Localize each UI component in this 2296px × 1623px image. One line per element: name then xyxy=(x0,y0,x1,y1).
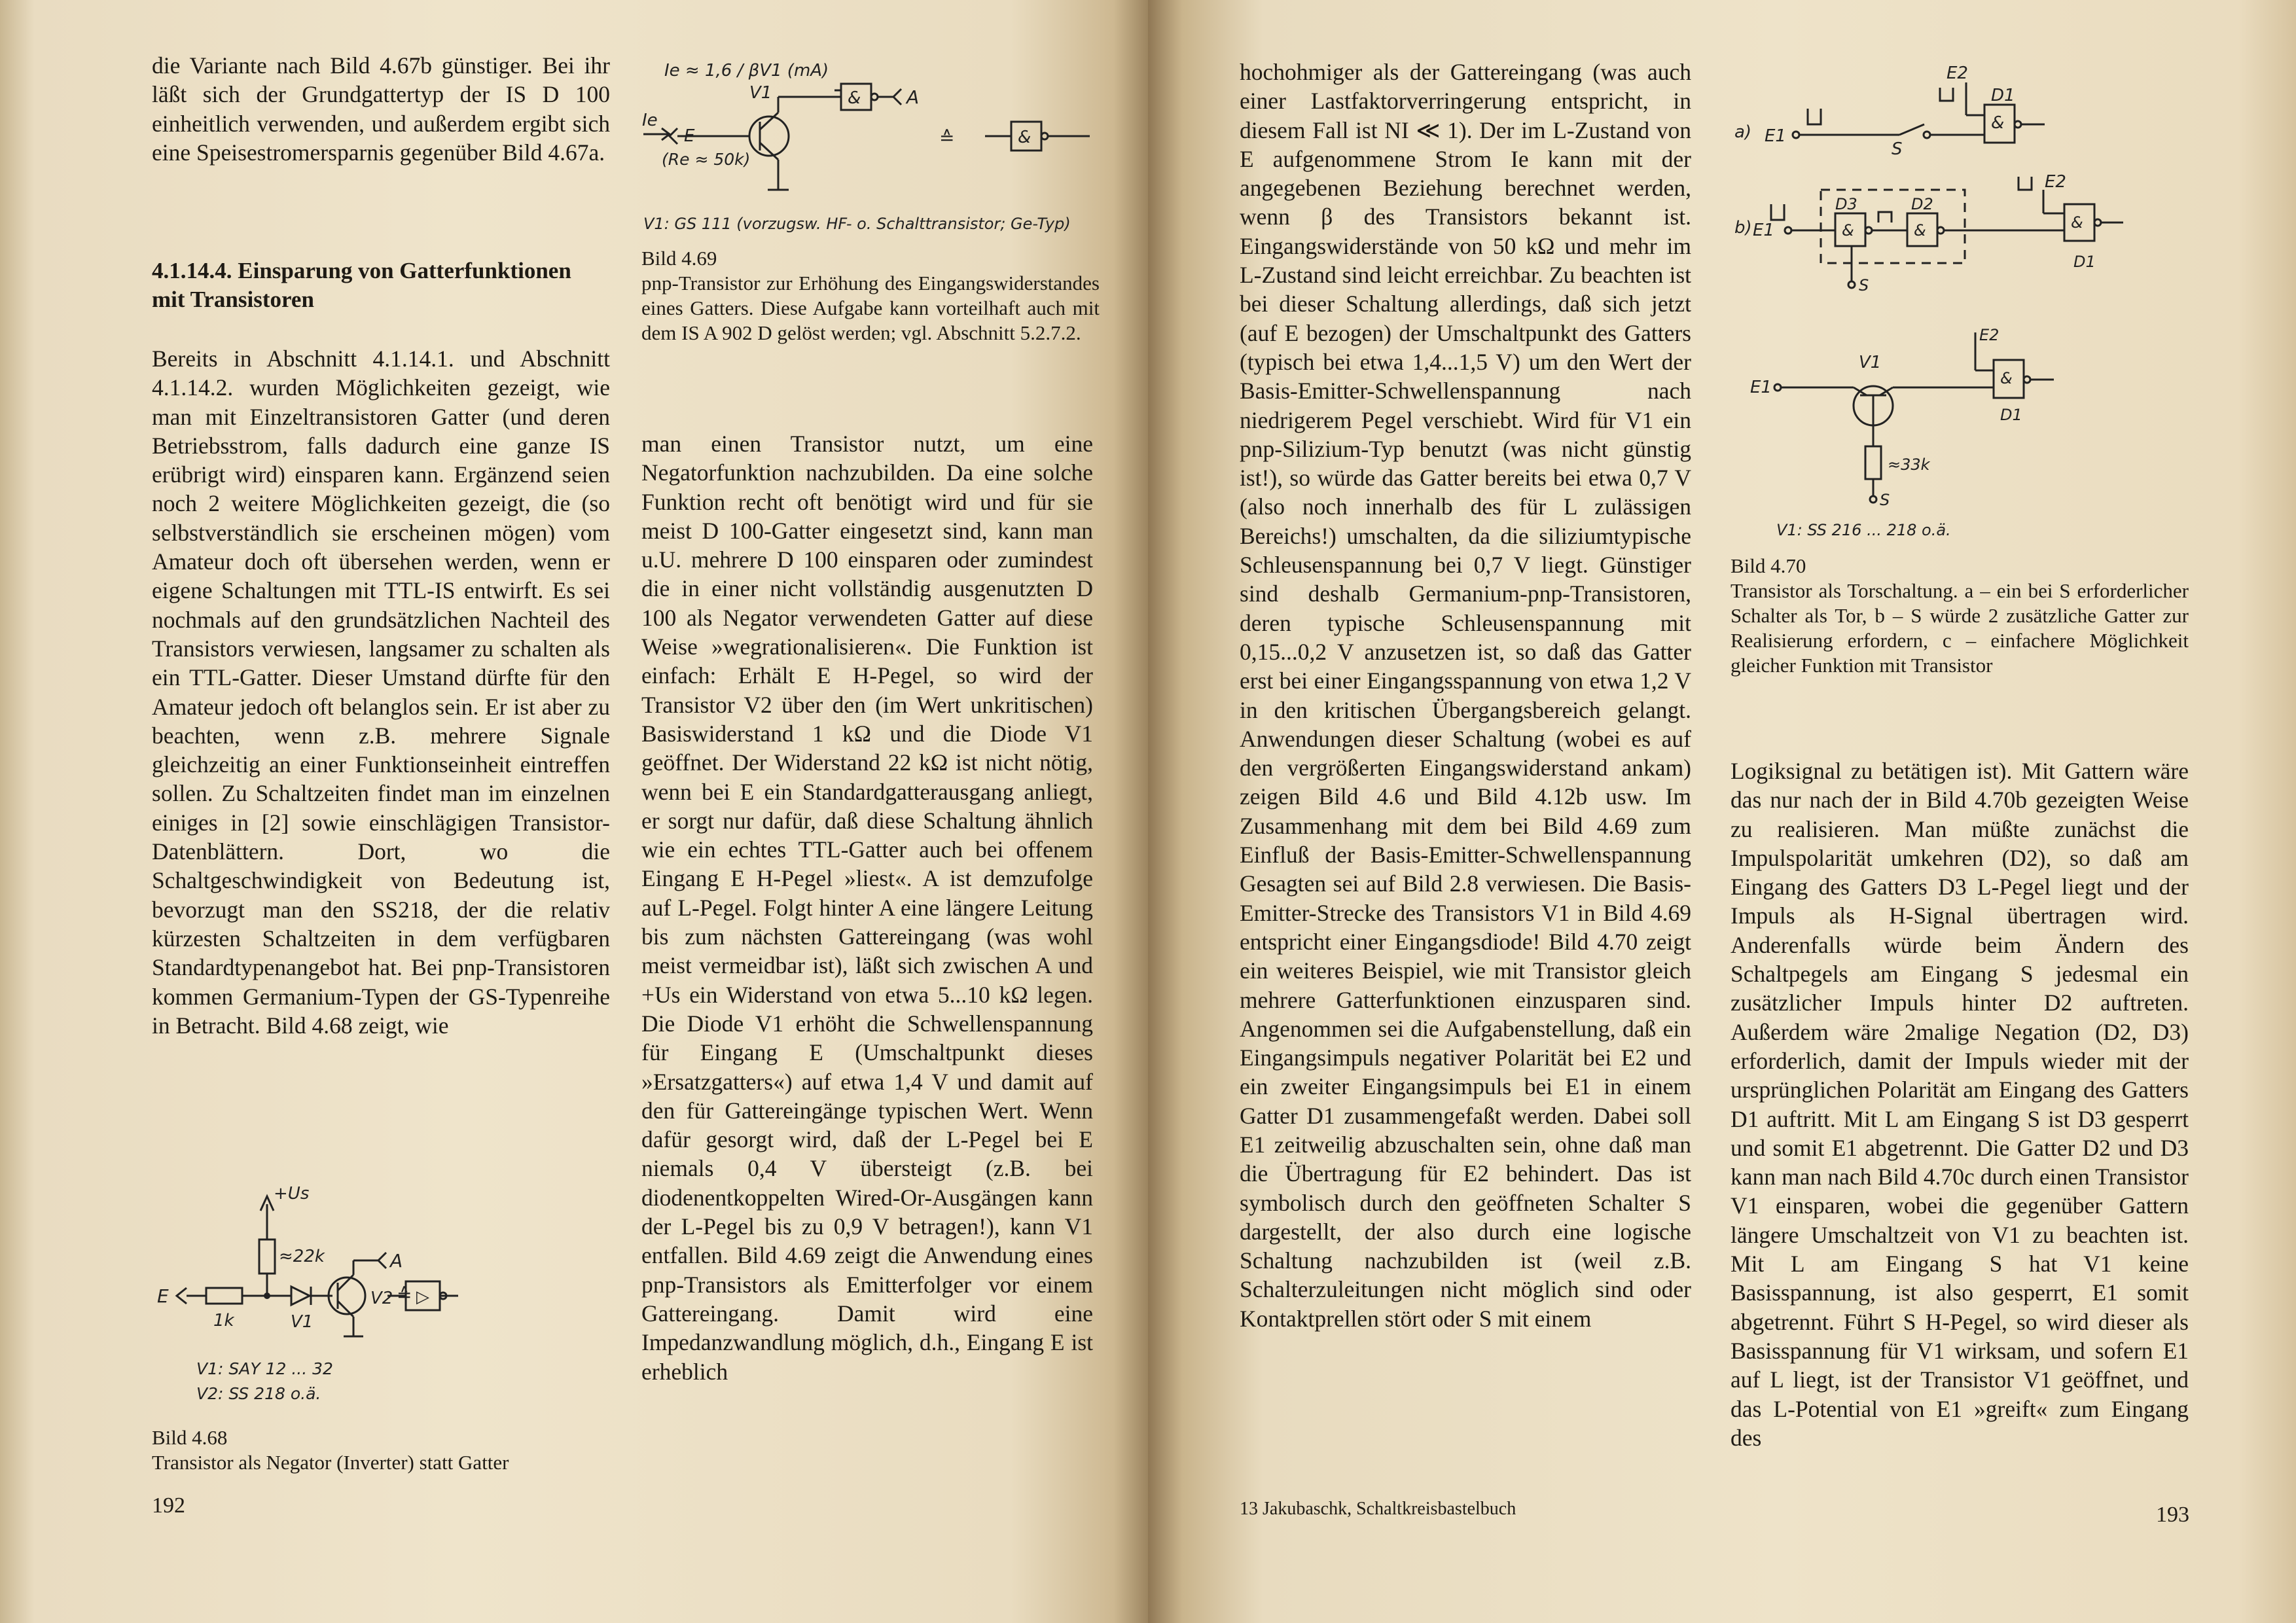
page-number-left: 192 xyxy=(152,1493,185,1518)
fig470c-label-d1: D1 xyxy=(2000,406,2022,424)
fig470c-label-v1: V1 xyxy=(1859,353,1882,372)
left-col2-body-text: man einen Transistor nutzt, um eine Negatorfunktion nachzubilden. Da eine solche Funktion recht oft benötigt wird und für sie meist D 100-Gatter eingesetzt sind, kann man u.U. mehrere D 100 einsparen oder zumindest die in einer nicht vollständig ausgenutzten D 100 als Negator verwendeten Gatter auf diese Weise »wegrationalisieren«. Die Funktion ist einfach: Erhält E H-Pegel, so wird der Transistor V2 über den (im Wert unkritischen) Basiswiderstand 1 kΩ und die Diode V1 geöffnet. Der Widerstand 22 kΩ ist nicht nötig, wenn bei E ein Standardgatterausgang anliegt, er sorgt nur dafür, daß diese Schaltung ähnlich wie ein echtes TTL-Gatter auch bei offenem Eingang E H-Pegel »liest«. A ist demzufolge auf L-Pegel. Folgt hinter A eine längere Leitung bis zum nächsten Gattereingang (was wohl meist vermeidbar ist), läßt sich zwischen A und +Us ein Widerstand von etwa 5...10 kΩ legen. Die Diode V1 erhöht die Schwellenspannung für Eingang E (Umschaltpunkt dieses »Ersatzgatters«) auf etwa 1,4 V und damit auf den für Gattereingänge typischen Wert. Wenn dafür gesorgt wird, daß der L-Pegel bei E niemals 0,4 V übersteigt (z.B. bei diodenentkoppelten Wired-Or-Ausgängen kann der L-Pegel bis zu 0,9 V betragen!), kann V1 entfallen. Bild 4.69 zeigt die Anwendung eines pnp-Transistors als Emitterfolger vor einem Gattereingang. Damit wird eine Impedanzwandlung möglich, d.h., Eingang E ist erheblich xyxy=(641,431,1093,1385)
figure-4-69-caption xyxy=(641,246,1100,346)
fig470b-label-e1: E1 xyxy=(1753,221,1774,240)
fig469-gate-bubble xyxy=(871,94,878,100)
fig470b-label-d2: D2 xyxy=(1911,195,1933,213)
fig470b-e2-pulse xyxy=(2018,177,2032,190)
fig470b-d1-bubble xyxy=(2094,219,2101,226)
fig470a-label-s: S xyxy=(1892,139,1903,159)
fig470a-pulse xyxy=(1808,109,1821,124)
fig470b-label-d1: D1 xyxy=(2073,253,2096,271)
fig470-label-a: a) xyxy=(1734,122,1752,142)
fig470c-label-e1: E1 xyxy=(1750,378,1772,397)
fig468-input-terminal xyxy=(177,1288,187,1304)
fig468-label-1k: 1k xyxy=(213,1311,234,1330)
fig469-formula: Ie ≈ 1,6 / βV1 (mA) xyxy=(664,61,829,80)
fig470c-label-s: S xyxy=(1880,491,1890,509)
fig469-label-equiv-amp: & xyxy=(1018,128,1031,147)
page-number-right: 193 xyxy=(2156,1503,2189,1527)
fig469-note: V1: GS 111 (vorzugsw. HF- o. Schalttransistor; Ge-Typ) xyxy=(643,215,1071,233)
figure-4-68-schematic xyxy=(151,1178,609,1420)
fig468-output-terminal xyxy=(378,1253,386,1268)
fig470b-d2-bubble xyxy=(1937,227,1944,234)
fig469-label-equiv: ≙ xyxy=(939,127,955,149)
fig470c-s-terminal xyxy=(1870,496,1876,503)
fig469-input-terminal xyxy=(670,128,677,144)
right-col2-body xyxy=(1731,757,2189,1452)
fig470a-label-amp: & xyxy=(1991,113,2005,133)
fig468-transistor-v2 xyxy=(329,1277,365,1314)
fig470c-label-33k: ≈33k xyxy=(1888,455,1930,474)
fig469-equiv-bubble xyxy=(1041,133,1048,139)
fig470c-d1-bubble xyxy=(2024,376,2030,383)
fig470b-d1-amp: & xyxy=(2071,213,2083,232)
fig470c-note: V1: SS 216 ... 218 o.ä. xyxy=(1776,521,1951,539)
fig470a-e1-terminal xyxy=(1793,132,1799,138)
fig470b-d2-amp: & xyxy=(1914,221,1926,240)
fig468-label-v2: V2 xyxy=(370,1289,393,1308)
fig468-diode xyxy=(291,1287,310,1305)
fig468-note-2: V2: SS 218 o.ä. xyxy=(196,1384,321,1403)
left-col1-top-text: die Variante nach Bild 4.67b günstiger. Bei ihr läßt sich der Grundgattertyp der IS D 100 einheitlich verwenden, und außerdem ergibt sich eine Speisestromersparnis gegenüber Bild 4.67a. xyxy=(152,52,610,166)
fig470a-label-e1: E1 xyxy=(1765,126,1786,146)
right-col1-body-text: hochohmiger als der Gattereingang (was auch einer Lastfaktorverringerung entspricht, in diesem Fall ist NI ≪ 1). Der im L-Zustand von E aufgenommene Strom Ie kann mit der angegebenen Beziehung berechnet werden, wenn β des Transistors bekannt ist. Eingangswiderstände von 50 kΩ und mehr im L-Zustand sind leicht erreichbar. Zu beachten ist bei dieser Schaltung allerdings, daß sich jetzt (auf E bezogen) der Umschaltpunkt des Gatters (typisch bei etwa 1,4...1,5 V) um den Wert der Basis-Emitter-Schwellenspannung nach niedrigerem Pegel verschiebt. Wird für V1 ein pnp-Silizium-Typ benutzt (was nicht günstig ist!), so würde das Gatter bereits bei etwa 0,7 V (also noch innerhalb des für L zulässigen Bereichs!) umschalten, da die siliziumtypische Schleusenspannung bei 0,7 V liegt. Günstiger sind deshalb Germanium-pnp-Transistoren, deren typische Schleusenspannung mit 0,15...0,2 V anzusetzen ist, so daß das Gatter erst bei einer Eingangsspannung von etwa 1,2 V in den kritischen Übergangsbereich gelangt. Anwendungen dieser Schaltung (wobei es auf den vergrößerten Eingangswiderstand ankam) zeigen Bild 4.6 und Bild 4.12b usw. Im Zusammenhang mit dem bei Bild 4.69 zum Einfluß der Basis-Emitter-Schwellenspannung Gesagten sei auf Bild 2.8 verwiesen. Die Basis-Emitter-Strecke des Transistors V1 in Bild 4.69 entspricht einer Eingangsdiode! Bild 4.70 zeigt ein weiteres Beispiel, wie mit Transistor gleich mehrere Gatterfunktionen einzusparen sind. Angenommen sei die Aufgabenstellung, daß ein Eingangsimpuls negativer Polarität bei E2 und ein zweiter Eingangsimpuls bei E1 in einem Gatter D1 zusammengefaßt werden. Dabei soll E1 zeitweilig abzuschalten sein, ohne daß man die Übertragung für E2 behindert. Das ist symbolisch durch den geöffneten Schalter S dargestellt, der also durch eine logische Schaltung nachzubilden ist (weil z.B. Schalterzuleitungen nicht möglich sind oder Kontaktprellen stört oder S mit einem xyxy=(1240,59,1691,1332)
fig470a-label-d1: D1 xyxy=(1991,86,2015,105)
section-heading: 4.1.14.4. Einsparung von Gatterfunktionen mit Transistoren xyxy=(152,258,571,312)
fig470b-label-d3: D3 xyxy=(1835,195,1857,213)
fig469-caption-text: pnp-Transistor zur Erhöhung des Eingangswiderstandes eines Gatters. Diese Aufgabe kann vorteilhaft auch mit dem IS A 902 D gelöst werden; vgl. Abschnitt 5.2.7.2. xyxy=(641,272,1100,344)
fig468-junction xyxy=(264,1293,270,1299)
right-col1-body xyxy=(1240,58,1691,1333)
fig469-collector xyxy=(760,143,778,160)
fig470a-bubble xyxy=(2015,121,2021,128)
fig468-label-buffer: ▷ xyxy=(416,1287,429,1307)
left-col2-body xyxy=(641,429,1093,1386)
fig470b-d3-amp: & xyxy=(1842,221,1854,240)
fig470b-d3-bubble xyxy=(1865,227,1872,234)
fig468-resistor-22k xyxy=(259,1240,275,1274)
fig470b-e1-terminal xyxy=(1785,227,1791,234)
fig469-label-ie: Ie xyxy=(642,111,658,130)
fig470b-label-e2: E2 xyxy=(2045,172,2066,192)
fig470b-label-s: S xyxy=(1859,276,1869,294)
fig470b-pulse xyxy=(1771,204,1784,220)
fig469-label-amp: & xyxy=(848,88,861,108)
fig469-label-e: E xyxy=(684,126,695,146)
fig468-label-us: +Us xyxy=(274,1184,310,1204)
fig469-label-v1: V1 xyxy=(749,83,772,103)
fig470-caption-text: Transistor als Torschaltung. a – ein bei S erforderlicher Schalter als Tor, b – S würde 2 zusätzliche Gatter zur Realisierung erfordern, c – einfachere Möglichkeit gleicher Funktion mit Transistor xyxy=(1731,579,2189,677)
fig469-label-a: A xyxy=(906,86,920,108)
fig470-title: Bild 4.70 xyxy=(1731,554,1806,577)
fig468-title: Bild 4.68 xyxy=(152,1426,228,1449)
fig468-label-22k: ≈22k xyxy=(279,1247,325,1266)
fig470b-s-terminal xyxy=(1848,281,1855,288)
fig470b-mid-pulse xyxy=(1878,212,1892,223)
figure-4-70-caption xyxy=(1731,554,2189,678)
fig470a-switch-contact xyxy=(1924,132,1930,138)
fig468-label-a: A xyxy=(390,1250,403,1272)
left-col1-body-text: Bereits in Abschnitt 4.1.14.1. und Abschnitt 4.1.14.2. wurden Möglichkeiten gezeigt, wie man mit Einzeltransistoren Gatter (und deren Betriebsstrom, falls dadurch eine ganze IS erübrigt wird) einsparen kann. Ergänzend seien noch 2 weitere Möglichkeiten gezeigt, die (so selbstverständlich sie erscheinen mögen) vom Amateur doch oft übersehen werden, wenn er eigene Schaltungen mit TTL-IS entwirft. Es sei nochmals auf den grundsätzlichen Nachteil des Transistors verwiesen, langsamer zu schalten als ein TTL-Gatter. Dieser Umstand dürfte für den Amateur jedoch oft belanglos sein. Er ist aber zu beachten, wenn z.B. mehrere Signale gleichzeitig an einer Funktionseinheit eintreffen sollen. Zu Schaltzeiten findet man im einzelnen einiges in [2] sowie einschlägigen Transistor-Datenblättern. Dort, wo die Schaltgeschwindigkeit von Bedeutung ist, bevorzugt man den SS218, der die relativ kürzesten Schaltzeiten in dem verfügbaren Standardtypenangebot hat. Bei pnp-Transistoren kommen Germanium-Typen der GS-Typenreihe in Betracht. Bild 4.68 zeigt, wie xyxy=(152,346,610,1039)
fig468-note-1: V1: SAY 12 ... 32 xyxy=(196,1359,333,1378)
fig470c-label-e2: E2 xyxy=(1979,326,2000,344)
fig470-label-b: b) xyxy=(1734,218,1752,238)
fig469-label-re: (Re ≈ 50k) xyxy=(662,150,751,169)
fig470c-e1-terminal xyxy=(1774,384,1781,391)
fig470a-switch xyxy=(1899,124,1924,135)
right-col2-body-text: Logiksignal zu betätigen ist). Mit Gattern wäre das nur nach der in Bild 4.70b gezeigten Weise zu realisieren. Man müßte zunächst die Impulspolarität umkehren (D2), so daß am Eingang des Gatters D3 L-Pegel liegt und der Impuls als H-Signal übertragen wird. Anderenfalls würde beim Ändern des Schaltpegels am Eingang S jedesmal ein zusätzlicher Impuls hinter D2 auftreten. Außerdem wäre 2malige Negation (D2, D3) erforderlich, damit der Impuls wieder mit der ursprünglichen Polarität am Eingang des Gatters D1 auftritt. Mit L am Eingang S ist D3 gesperrt und somit E1 abgetrennt. Die Gatter D2 und D3 kann man nach Bild 4.70c durch einen Transistor V1 einsparen, wobei die gegenüber Gattern längere Umschaltzeit von V1 zu beachten ist. Mit L am Eingang S hat V1 keine Basisspannung, ist also gesperrt, E1 somit abgetrennt. Führt S H-Pegel, so wird dieser als Basisspannung für V1 wirksam, und sofern E1 auf L liegt, ist der Transistor V1 geöffnet, und das L-Potential von E1 »greift« zum Eingang des xyxy=(1731,758,2189,1451)
fig470c-resistor-33k xyxy=(1865,446,1881,479)
fig469-output-terminal xyxy=(893,89,901,105)
fig469-title: Bild 4.69 xyxy=(641,247,717,270)
fig470c-d1-amp: & xyxy=(2000,369,2013,387)
fig469-emitter xyxy=(760,113,778,130)
figure-4-70-schematic xyxy=(1731,59,2215,543)
footer-signature: 13 Jakubaschk, Schaltkreisbastelbuch xyxy=(1240,1499,1516,1519)
fig468-caption-text: Transistor als Negator (Inverter) statt Gatter xyxy=(152,1451,509,1474)
left-col1-top xyxy=(152,51,610,167)
right-page xyxy=(1148,0,2296,1623)
fig468-label-equiv: ≙ xyxy=(397,1284,412,1306)
left-col1-body xyxy=(152,344,610,1040)
fig468-resistor-1k xyxy=(206,1288,242,1304)
fig470a-e2-pulse xyxy=(1940,88,1953,101)
fig468-label-v1: V1 xyxy=(291,1312,314,1332)
figure-4-68-caption xyxy=(152,1425,610,1475)
figure-4-69-schematic xyxy=(638,52,1109,242)
fig468-label-e: E xyxy=(157,1285,169,1307)
fig470a-label-e2: E2 xyxy=(1946,63,1968,83)
